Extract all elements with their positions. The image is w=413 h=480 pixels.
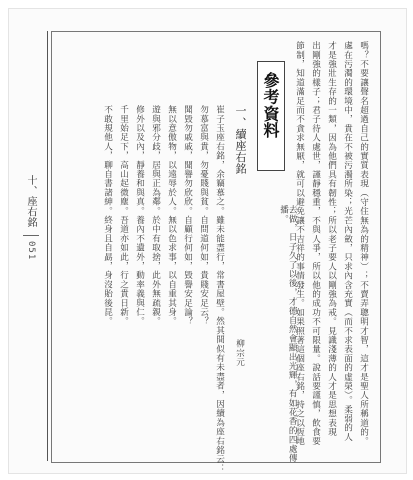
- poem-preface: 崔子玉座右銘，余竊慕之。雖未能盡行，常書屋壁。然其間似有未盡者，因續為座右銘云：: [214, 105, 225, 473]
- poem-line-7: 不敢規他人，聊自書諸紳。終身且自勗，身沒貽後昆。: [102, 105, 113, 326]
- poem-line-5: 修外以及內，靜養和與真。養內不遺外，動率義與仁。: [134, 105, 145, 326]
- footer-rule: [23, 235, 39, 236]
- poem-line-3: 無以意傲物，以遠辱於人。無以色求事，以自重其身。: [166, 105, 177, 326]
- poem-line-2: 聞毀勿戚戚，聞譽勿欣欣。自顧行何如，毀譽安足論？: [182, 105, 193, 326]
- poem-author: 柳宗元: [234, 339, 245, 367]
- section-subtitle: 一、續座右銘: [234, 105, 247, 175]
- essay-column-2: 處在污濁的環境中，貴在不被污濁所染；光芒內斂，只求內含充實（而不求表面的虛榮）。柔弱的人: [342, 41, 353, 442]
- poem-line-6: 千里始足下，高山起微塵。吾道亦如此，行之貴日新。: [118, 105, 129, 326]
- poem-line-4: 遊與邪分歧，居與正為鄰。於中有取捨，此外無疏親。: [150, 105, 161, 326]
- book-page: [8, 8, 407, 474]
- essay-column-3: 才是強壯生存的一類，因為他們具有韌性；所以老子要人以剛強為戒。見識淺薄的人才是思想表現: [326, 41, 337, 437]
- page-number: 051: [26, 241, 36, 261]
- margin-rule: [47, 31, 48, 461]
- chapter-title: 十、座右銘: [25, 175, 36, 228]
- essay-column-1: 嗎？不要讓聲名超過自己的實質表現（守住無為的精神）；不賣弄聰明才智，這才是聖人所稱道的。: [358, 41, 369, 446]
- essay-column-4: 出剛強的樣子；君子待人處世，謹靜穩重，不與人爭，所以他的成功不可限量。說話要謹慎，飲食要: [310, 41, 321, 446]
- essay-column-5: 節制，知道滿足而不貪求無厭，就可以避免讓不吉祥的事情發生。如果照著這個座右銘，持之以恆地: [294, 41, 305, 446]
- essay-column-6: 去做，日子久了以後，才德自然會顯出光輝，有如花香的四處傳播。: [278, 205, 298, 463]
- section-heading-text: 參考資料: [261, 72, 280, 139]
- section-heading: [257, 61, 285, 171]
- poem-line-1: 勿慕富與貴，勿憂賤與貧。自問道何如，貴賤安足云？: [198, 105, 209, 326]
